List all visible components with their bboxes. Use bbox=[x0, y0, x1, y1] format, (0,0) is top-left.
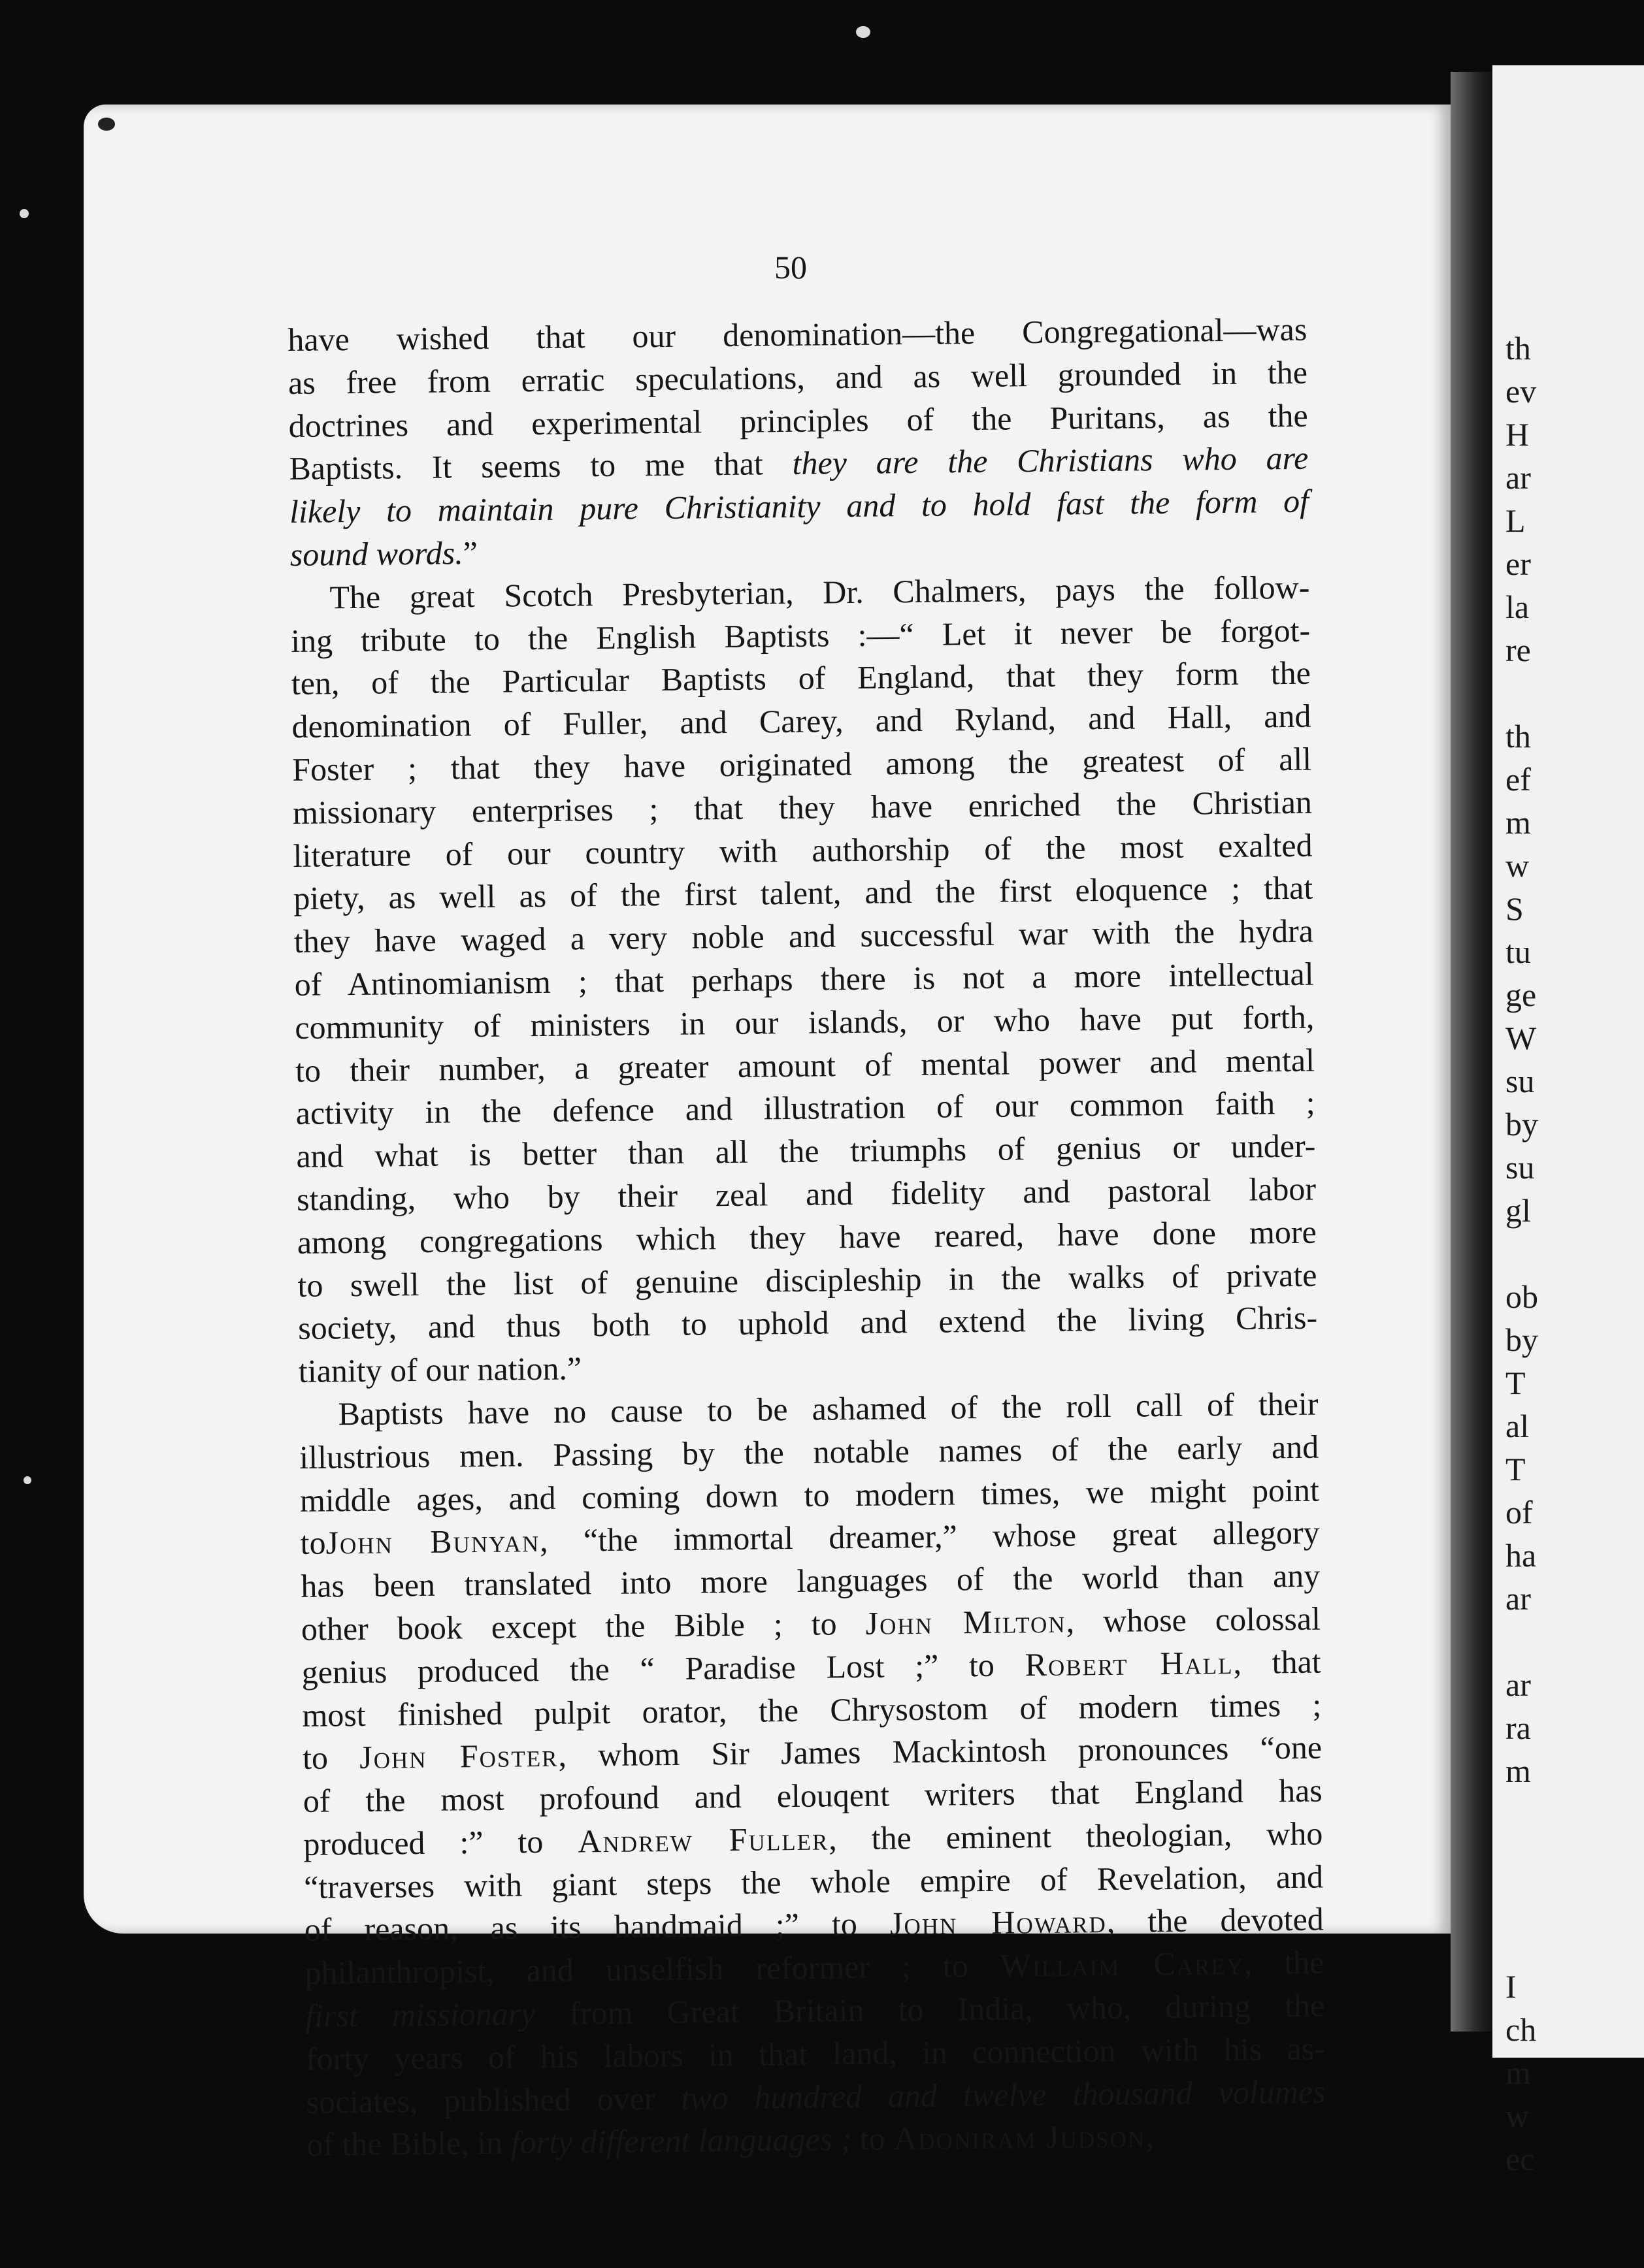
text-run: The great Scotch Presbyterian, Dr. Chalmers, pays the follow- bbox=[329, 568, 1310, 616]
facing-fragment: ar bbox=[1505, 459, 1531, 496]
facing-fragment: I bbox=[1505, 1968, 1517, 2005]
text-run: from Great Britain to India, who, during the bbox=[535, 1986, 1325, 2032]
italic-text: likely to maintain pure Christianity and to hold fast the form of bbox=[289, 482, 1309, 530]
text-run: and what is better than all the triumphs of genius or under- bbox=[296, 1127, 1316, 1175]
facing-fragment: ha bbox=[1505, 1537, 1537, 1574]
book-gutter bbox=[1451, 72, 1492, 2032]
facing-fragment bbox=[1505, 1792, 1538, 1836]
dust-speck bbox=[856, 26, 870, 38]
italic-text: two hundred and twelve thousand volumes bbox=[680, 2073, 1326, 2116]
text-run: tianity of our nation.” bbox=[298, 1350, 582, 1390]
facing-fragment: ch bbox=[1505, 2011, 1537, 2048]
page-number: 50 bbox=[774, 249, 807, 285]
text-run: literature of our country with authorship of the most exalted bbox=[293, 826, 1313, 874]
facing-fragment bbox=[1505, 672, 1538, 715]
facing-fragment: er bbox=[1505, 545, 1531, 582]
facing-fragment: m bbox=[1505, 804, 1531, 841]
text-run: to swell the list of genuine discipleship in the walks of private bbox=[297, 1256, 1317, 1304]
proper-name: John Milton bbox=[865, 1602, 1066, 1642]
proper-name: Andrew Fuller bbox=[578, 1820, 829, 1860]
facing-fragment: ev bbox=[1505, 373, 1537, 410]
text-run: standing, who by their zeal and fidelity and pastoral labor bbox=[296, 1170, 1317, 1218]
facing-fragment bbox=[1505, 1232, 1538, 1275]
proper-name: Willaim Carey bbox=[1000, 1945, 1245, 1984]
text-run: , the eminent theologian, who bbox=[828, 1815, 1323, 1857]
proper-name: John Howard bbox=[889, 1903, 1108, 1942]
facing-fragment: w bbox=[1505, 847, 1530, 884]
text-run: , the bbox=[1243, 1943, 1324, 1982]
facing-fragment: th bbox=[1505, 330, 1531, 366]
text-run: sociates, published over bbox=[306, 2079, 682, 2120]
facing-fragment: ra bbox=[1505, 1709, 1531, 1746]
text-run: missionary enterprises ; that they have enriched the Christian bbox=[292, 783, 1313, 831]
facing-fragment: L bbox=[1505, 502, 1526, 539]
text-run: of the Bible, in bbox=[306, 2124, 512, 2163]
text-run: Baptists have no cause to be ashamed of the roll call of their bbox=[338, 1385, 1319, 1433]
facing-fragment: ef bbox=[1505, 761, 1531, 798]
facing-fragment: m bbox=[1505, 2054, 1531, 2091]
text-run: to bbox=[851, 2120, 894, 2158]
text-run: forty years of his labors in that land, in connection with his as- bbox=[305, 2030, 1326, 2077]
text-run: ing tribute to the English Baptists :—“ Let it never be forgot- bbox=[290, 611, 1311, 659]
facing-fragment: ec bbox=[1505, 2141, 1535, 2177]
text-run: have wished that our denomination—the Congregational—was bbox=[288, 310, 1307, 358]
facing-fragment: W bbox=[1505, 1020, 1537, 1056]
facing-fragment: H bbox=[1505, 416, 1530, 453]
text-run: “traverses with giant steps the whole empire of Revelation, and bbox=[303, 1858, 1324, 1905]
text-run: , the devoted bbox=[1106, 1901, 1324, 1940]
dust-speck bbox=[24, 1476, 31, 1484]
proper-name: John Foster bbox=[359, 1737, 559, 1776]
text-run: to bbox=[300, 1524, 326, 1562]
text-run: of the most profound and elouqent writers that England has bbox=[303, 1772, 1323, 1819]
facing-fragment: tu bbox=[1505, 933, 1531, 970]
text-run: philanthropist, and unselfish reformer ; to bbox=[304, 1947, 1001, 1992]
dust-speck bbox=[98, 118, 115, 131]
facing-fragment: ob bbox=[1505, 1278, 1538, 1315]
facing-page-edge bbox=[1492, 65, 1644, 2177]
facing-fragment bbox=[1505, 1879, 1538, 1922]
text-run: , whom Sir James Mackintosh pronounces “one bbox=[558, 1728, 1323, 1774]
text-run: produced :” to bbox=[303, 1822, 578, 1862]
facing-fragment: ge bbox=[1505, 977, 1537, 1013]
text-run: most finished pulpit orator, the Chrysostom of modern times ; bbox=[302, 1686, 1322, 1734]
facing-fragment: re bbox=[1505, 632, 1531, 668]
proper-name: John Bunyan bbox=[325, 1522, 540, 1561]
italic-text: forty different languages ; bbox=[510, 2120, 852, 2162]
text-run: society, and thus both to uphold and extend the living Chris- bbox=[297, 1299, 1318, 1347]
facing-fragment bbox=[1505, 1922, 1538, 1965]
facing-fragment: S bbox=[1505, 890, 1524, 927]
facing-fragment: m bbox=[1505, 1753, 1531, 1789]
text-run: activity in the defence and illustration of our common faith ; bbox=[295, 1084, 1315, 1132]
facing-fragment: T bbox=[1505, 1365, 1526, 1401]
body-text bbox=[288, 308, 1326, 2167]
text-run: of reason, as its handmaid ;” to bbox=[304, 1905, 891, 1949]
text-run: middle ages, and coming down to modern times, we might point bbox=[299, 1471, 1320, 1519]
proper-name: Robert Hall bbox=[1025, 1644, 1234, 1683]
italic-text: they are the Christians who are bbox=[792, 440, 1309, 482]
text-run: they have waged a very noble and successful war with the hydra bbox=[293, 912, 1314, 960]
dust-speck bbox=[20, 209, 29, 218]
text-run: community of ministers in our islands, or who have put forth, bbox=[295, 998, 1315, 1046]
text-run: denomination of Fuller, and Carey, and Ryland, and Hall, and bbox=[291, 697, 1311, 745]
text-run: genius produced the “ Paradise Lost ;” to bbox=[301, 1645, 1025, 1691]
facing-fragment: T bbox=[1505, 1451, 1526, 1487]
text-run: , “the immortal dreamer,” whose great allegory bbox=[539, 1514, 1320, 1559]
text-run: to bbox=[302, 1739, 360, 1777]
text-run: , bbox=[1145, 2117, 1154, 2154]
facing-fragment: la bbox=[1505, 589, 1530, 625]
text-run: other book except the Bible ; to bbox=[301, 1604, 866, 1647]
text-run: ” bbox=[463, 534, 478, 572]
facing-fragment: of bbox=[1505, 1494, 1533, 1531]
text-run: as free from erratic speculations, and as well grounded in the bbox=[288, 353, 1308, 401]
facing-fragment: w bbox=[1505, 2098, 1530, 2134]
facing-fragment: su bbox=[1505, 1063, 1535, 1099]
facing-fragment: al bbox=[1505, 1408, 1530, 1444]
facing-fragment: by bbox=[1505, 1321, 1538, 1358]
facing-fragment bbox=[1505, 1620, 1538, 1663]
facing-fragment: th bbox=[1505, 718, 1531, 754]
facing-fragment: ar bbox=[1505, 1580, 1531, 1617]
text-run: Foster ; that they have originated among the greatest of all bbox=[291, 740, 1312, 788]
text-run: , that bbox=[1233, 1643, 1321, 1681]
facing-fragment bbox=[1505, 1836, 1538, 1879]
facing-fragment: by bbox=[1505, 1106, 1538, 1142]
text-run: doctrines and experimental principles of the Puritans, as the bbox=[288, 397, 1308, 444]
text-run: piety, as well as of the first talent, and the first eloquence ; that bbox=[293, 869, 1313, 917]
text-run: , whose colossal bbox=[1066, 1600, 1321, 1640]
text-run: to their number, a greater amount of mental power and mental bbox=[295, 1041, 1315, 1089]
facing-fragment: su bbox=[1505, 1149, 1535, 1186]
text-run: has been translated into more languages of the world than any bbox=[301, 1557, 1321, 1605]
italic-text: first missionary bbox=[304, 1995, 536, 2034]
facing-page-text bbox=[1505, 327, 1538, 2180]
text-run: of Antinomianism ; that perhaps there is not a more intellectual bbox=[294, 955, 1314, 1003]
facing-fragment: gl bbox=[1505, 1192, 1531, 1229]
text-run: ten, of the Particular Baptists of England, that they form the bbox=[291, 655, 1311, 702]
proper-name: Adoniram Judson bbox=[893, 2117, 1146, 2157]
italic-text: sound words. bbox=[289, 534, 463, 573]
text-run: among congregations which they have reared, have done more bbox=[297, 1213, 1317, 1261]
facing-fragment: ar bbox=[1505, 1666, 1531, 1703]
text-run: Baptists. It seems to me that bbox=[289, 445, 793, 487]
text-run: illustrious men. Passing by the notable names of the early and bbox=[299, 1428, 1319, 1476]
